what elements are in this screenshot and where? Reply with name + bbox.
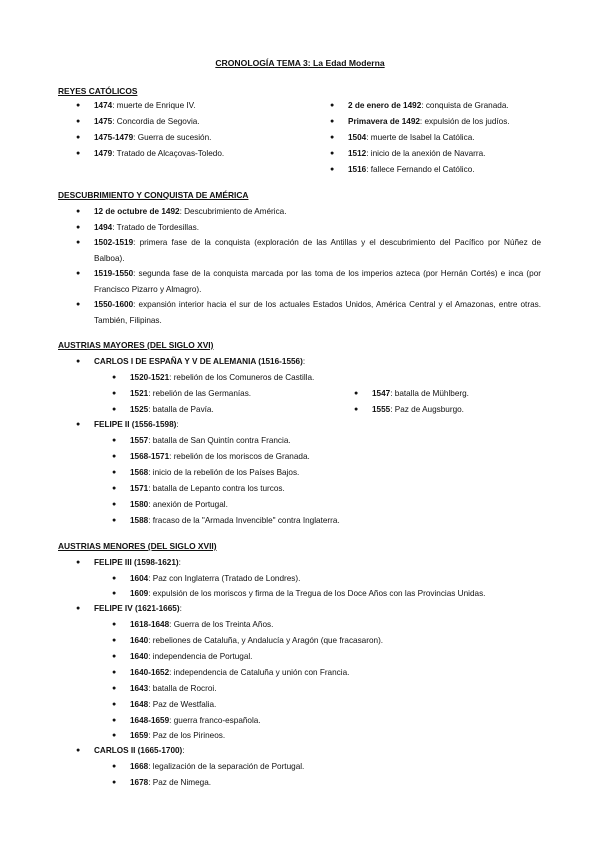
reign-item-felipe-iv: ● FELIPE IV (1621-1665):: [94, 601, 182, 617]
bullet-icon: ●: [112, 732, 117, 739]
list-item: ● 1479: Tratado de Alcaçovas-Toledo.: [94, 146, 224, 162]
list-item: ● 1512: inicio de la anexión de Navarra.: [348, 146, 485, 162]
list-item: ● 2 de enero de 1492: conquista de Granada.: [348, 98, 509, 114]
bullet-icon: ●: [76, 224, 81, 231]
bullet-icon: ●: [112, 390, 117, 397]
bullet-icon: ●: [112, 517, 117, 524]
bullet-icon: ●: [330, 118, 335, 125]
bullet-icon: ●: [112, 590, 117, 597]
bullet-icon: ●: [76, 150, 81, 157]
list-item: ● 1580: anexión de Portugal.: [130, 497, 228, 513]
list-item: ● 1504: muerte de Isabel la Católica.: [348, 130, 475, 146]
bullet-icon: ●: [354, 406, 359, 413]
bullet-icon: ●: [112, 685, 117, 692]
bullet-icon: ●: [330, 134, 335, 141]
list-item: ● 1640: rebeliones de Cataluña, y Andalucía y Aragón (que fracasaron).: [130, 633, 383, 649]
list-item: ● 1640-1652: independencia de Cataluña y unión con Francia.: [130, 665, 349, 681]
bullet-icon: ●: [76, 747, 81, 754]
list-item: ● 1588: fracaso de la "Armada Invencible" contra Inglaterra.: [130, 513, 340, 529]
bullet-icon: ●: [112, 575, 117, 582]
bullet-icon: ●: [112, 469, 117, 476]
bullet-icon: ●: [76, 134, 81, 141]
list-item: ● 1568-1571: rebelión de los moriscos de Granada.: [130, 449, 310, 465]
bullet-icon: ●: [112, 637, 117, 644]
list-item: ● 1550-1600: expansión interior hacia el sur de los actuales Estados Unidos, América Central y el Amazonas, entre otras. También, Filipinas.: [94, 297, 541, 328]
page-title: CRONOLOGÍA TEMA 3: La Edad Moderna: [215, 58, 385, 68]
list-item: ● 1648: Paz de Westfalia.: [130, 697, 216, 713]
section-heading-austrias-mayores: AUSTRIAS MAYORES (DEL SIGLO XVI): [58, 340, 214, 350]
list-item: ● 1494: Tratado de Tordesillas.: [94, 220, 199, 236]
reign-item-carlos-ii: ● CARLOS II (1665-1700):: [94, 743, 185, 759]
bullet-icon: ●: [76, 239, 81, 246]
list-item: ● 1474: muerte de Enrique IV.: [94, 98, 196, 114]
bullet-icon: ●: [330, 166, 335, 173]
list-item: ● 1640: independencia de Portugal.: [130, 649, 252, 665]
list-item: ● 1648-1659: guerra franco-española.: [130, 713, 261, 729]
bullet-icon: ●: [112, 406, 117, 413]
list-item: ● 1520-1521: rebelión de los Comuneros de Castilla.: [130, 370, 314, 386]
bullet-icon: ●: [112, 437, 117, 444]
bullet-icon: ●: [112, 779, 117, 786]
bullet-icon: ●: [112, 701, 117, 708]
bullet-icon: ●: [112, 374, 117, 381]
list-item: ● 1557: batalla de San Quintín contra Francia.: [130, 433, 291, 449]
bullet-icon: ●: [76, 421, 81, 428]
list-item: ● 1604: Paz con Inglaterra (Tratado de Londres).: [130, 571, 300, 587]
list-item: ● 1547: batalla de Mühlberg.: [372, 386, 469, 402]
list-item: ● 1516: fallece Fernando el Católico.: [348, 162, 475, 178]
bullet-icon: ●: [112, 717, 117, 724]
bullet-icon: ●: [112, 501, 117, 508]
list-item: ● 1525: batalla de Pavía.: [130, 402, 214, 418]
list-item: ● 1678: Paz de Nimega.: [130, 775, 211, 791]
bullet-icon: ●: [76, 102, 81, 109]
list-item: ● 1643: batalla de Rocroi.: [130, 681, 217, 697]
bullet-icon: ●: [112, 653, 117, 660]
list-item: ● Primavera de 1492: expulsión de los judíos.: [348, 114, 510, 130]
list-item: ● 1502-1519: primera fase de la conquista (exploración de las Antillas y el descubrimiento del Pacífico por Núñez de Balboa).: [94, 235, 541, 266]
list-item: ● 1521: rebelión de las Germanías.: [130, 386, 251, 402]
bullet-icon: ●: [112, 453, 117, 460]
bullet-icon: ●: [76, 301, 81, 308]
section-heading-reyes: REYES CATÓLICOS: [58, 86, 138, 96]
bullet-icon: ●: [76, 270, 81, 277]
bullet-icon: ●: [112, 669, 117, 676]
list-item: ● 1475-1479: Guerra de sucesión.: [94, 130, 211, 146]
bullet-icon: ●: [112, 485, 117, 492]
bullet-icon: ●: [354, 390, 359, 397]
list-item: ● 1668: legalización de la separación de Portugal.: [130, 759, 304, 775]
bullet-icon: ●: [330, 150, 335, 157]
section-heading-austrias-menores: AUSTRIAS MENORES (DEL SIGLO XVII): [58, 541, 217, 551]
bullet-icon: ●: [76, 358, 81, 365]
bullet-icon: ●: [76, 605, 81, 612]
list-item: ● 12 de octubre de 1492: Descubrimiento de América.: [94, 204, 287, 220]
list-item: ● 1555: Paz de Augsburgo.: [372, 402, 464, 418]
bullet-icon: ●: [76, 118, 81, 125]
bullet-icon: ●: [330, 102, 335, 109]
bullet-icon: ●: [112, 621, 117, 628]
section-heading-america: DESCUBRIMIENTO Y CONQUISTA DE AMÉRICA: [58, 190, 249, 200]
list-item: ● 1519-1550: segunda fase de la conquista marcada por las toma de los imperios azteca (por Hernán Cortés) e inca (por Francisco Pizarro y Almagro).: [94, 266, 541, 297]
list-item: ● 1618-1648: Guerra de los Treinta Años.: [130, 617, 273, 633]
list-item: ● 1659: Paz de los Pirineos.: [130, 728, 225, 744]
list-item: ● 1571: batalla de Lepanto contra los turcos.: [130, 481, 285, 497]
reign-item-felipe-iii: ● FELIPE III (1598-1621):: [94, 555, 181, 571]
list-item: ● 1609: expulsión de los moriscos y firma de la Tregua de los Doce Años con las Provincias Unidas.: [130, 586, 485, 602]
bullet-icon: ●: [76, 208, 81, 215]
reign-item-carlos-i: ● CARLOS I DE ESPAÑA Y V DE ALEMANIA (1516-1556):: [94, 354, 305, 370]
bullet-icon: ●: [76, 559, 81, 566]
bullet-icon: ●: [112, 763, 117, 770]
reign-item-felipe-ii: ● FELIPE II (1556-1598):: [94, 417, 179, 433]
list-item: ● 1475: Concordia de Segovia.: [94, 114, 200, 130]
list-item: ● 1568: inicio de la rebelión de los Países Bajos.: [130, 465, 299, 481]
